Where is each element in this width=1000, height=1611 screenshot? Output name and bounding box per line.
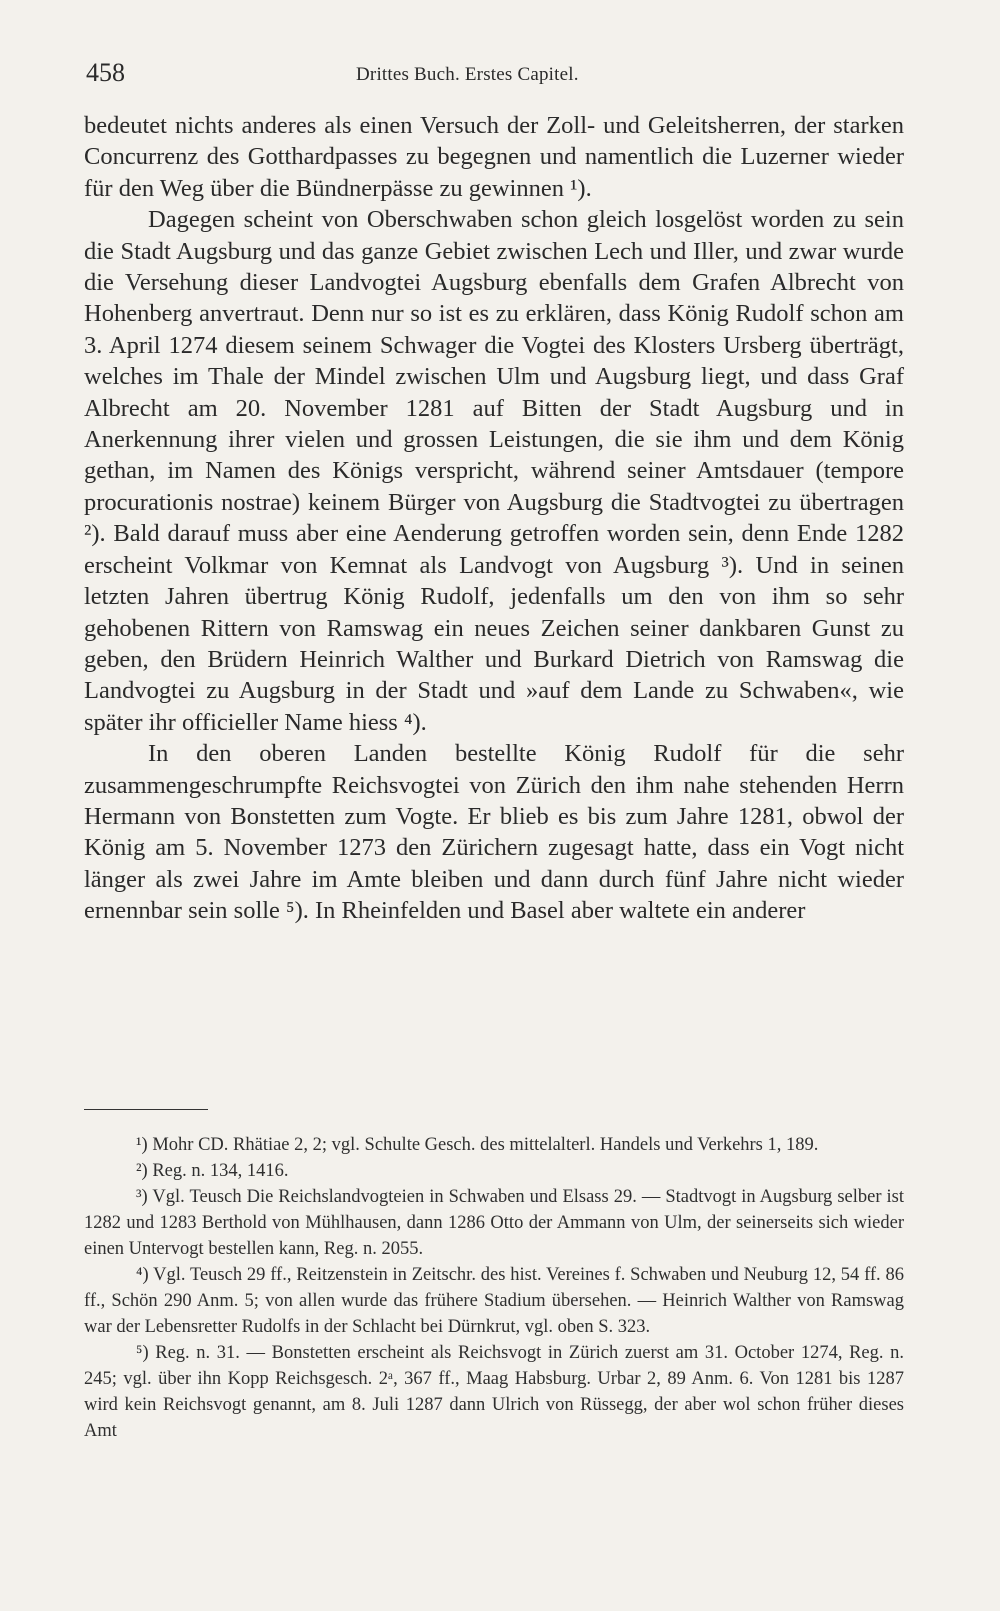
- paragraph: In den oberen Landen bestellte König Rudolf für die sehr zusammengeschrumpfte Reichsvogtei von Zürich den ihm nahe stehenden Herrn Hermann von Bonstetten zum Vogte. Er blieb es bis zum Jahre 1281, obwol der König am 5. November 1273 den Zürichern zugesagt hatte, dass ein Vogt nicht länger als zwei Jahre im Amte bleiben und dann durch fünf Jahre nicht wieder ernennbar sein solle ⁵). In Rheinfelden und Basel aber waltete ein anderer: [84, 740, 904, 925]
- paragraph: Dagegen scheint von Oberschwaben schon gleich losgelöst worden zu sein die Stadt Augsburg und das ganze Gebiet zwischen Lech und Iller, und zwar wurde die Versehung dieser Landvogtei Augsburg ebenfalls dem Grafen Albrecht von Hohenberg anvertraut. Denn nur so ist es zu erklären, dass König Rudolf schon am 3. April 1274 diesem seinem Schwager die Vogtei des Klosters Ursberg überträgt, welches im Thale der Mindel zwischen Ulm und Augsburg liegt, und dass Graf Albrecht am 20. November 1281 auf Bitten der Stadt Augsburg und in Anerkennung ihrer vielen und grossen Leistungen, die sie ihm und dem König gethan, im Namen des Königs verspricht, während seiner Amtsdauer (tempore procurationis nostrae) keinem Bürger von Augsburg die Stadtvogtei zu übertragen ²). Bald darauf muss aber eine Aenderung getroffen worden sein, denn Ende 1282 erscheint Volkmar von Kemnat als Landvogt von Augsburg ³). Und in seinen letzten Jahren übertrug König Rudolf, jedenfalls um den von ihm so sehr gehobenen Rittern von Ramswag ein neues Zeichen seiner dankbaren Gunst zu geben, den Brüdern Heinrich Walther und Burkard Dietrich von Ramswag die Landvogtei zu Augsburg in der Stadt und »auf dem Lande zu Schwaben«, wie später ihr officieller Name hiess ⁴).: [84, 206, 904, 736]
- page-header: [86, 58, 901, 94]
- paragraph: bedeutet nichts anderes als einen Versuch der Zoll- und Geleitsherren, der starken Concurrenz des Gotthardpasses zu begegnen und namentlich die Luzerner wieder für den Weg über die Bündnerpässe zu gewinnen ¹).: [84, 112, 904, 202]
- main-text: [84, 110, 904, 927]
- footnote-divider: [84, 1109, 208, 1110]
- footnote: ¹) Mohr CD. Rhätiae 2, 2; vgl. Schulte Gesch. des mittelalterl. Handels und Verkehrs 1, 189.: [136, 1135, 819, 1155]
- footnotes: [84, 1132, 904, 1444]
- footnote: ³) Vgl. Teusch Die Reichslandvogteien in Schwaben und Elsass 29. — Stadtvogt in Augsburg selber ist 1282 und 1283 Berthold von Mühlhausen, dann 1286 Otto der Ammann von Ulm, der seinerseits sich wieder einen Untervogt bestellen kann, Reg. n. 2055.: [84, 1187, 904, 1259]
- footnote: ⁴) Vgl. Teusch 29 ff., Reitzenstein in Zeitschr. des hist. Vereines f. Schwaben und Neuburg 12, 54 ff. 86 ff., Schön 290 Anm. 5; von allen wurde das frühere Stadium übersehen. — Heinrich Walther von Ramswag war der Lebensretter Rudolfs in der Schlacht bei Dürnkrut, vgl. oben S. 323.: [84, 1265, 904, 1337]
- footnote: ⁵) Reg. n. 31. — Bonstetten erscheint als Reichsvogt in Zürich zuerst am 31. October 1274, Reg. n. 245; vgl. über ihn Kopp Reichsgesch. 2ᵃ, 367 ff., Maag Habsburg. Urbar 2, 89 Anm. 6. Von 1281 bis 1287 wird kein Reichsvogt genannt, am 8. Juli 1287 dann Ulrich von Rüssegg, der aber wol schon früher dieses Amt: [84, 1343, 904, 1441]
- page-number: 458: [86, 58, 125, 87]
- running-head: Drittes Buch. Erstes Capitel.: [356, 64, 579, 85]
- footnote: ²) Reg. n. 134, 1416.: [136, 1161, 289, 1181]
